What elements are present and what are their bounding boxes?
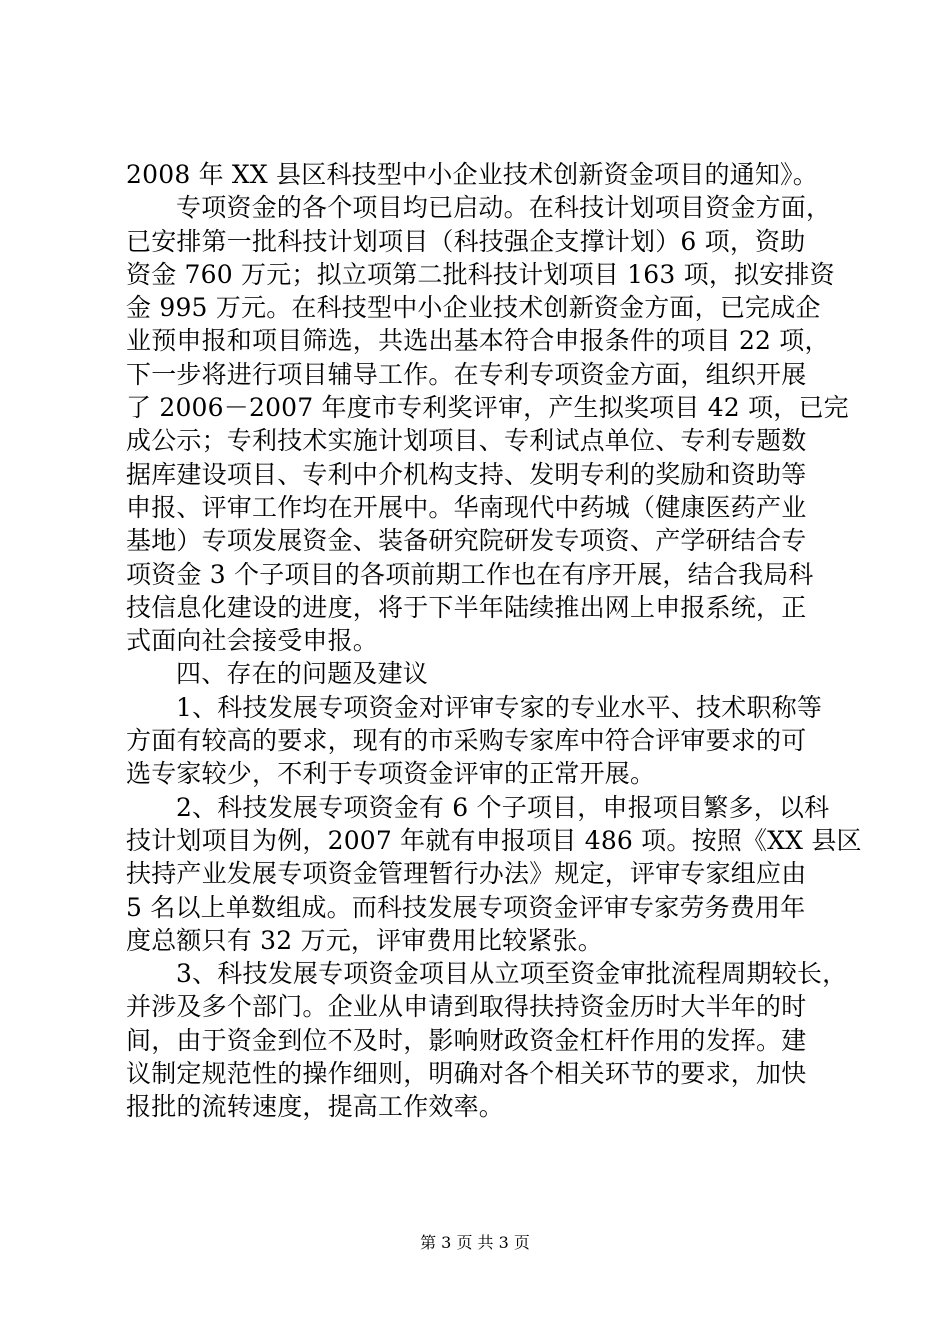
text-line: 成公示；专利技术实施计划项目、专利试点单位、专利专题数: [126, 426, 807, 456]
text-line: 5 名以上单数组成。而科技发展专项资金评审专家劳务费用年: [126, 892, 806, 922]
section-heading: 四、存在的问题及建议: [176, 659, 429, 689]
text-line: 专项资金的各个项目均已启动。在科技计划项目资金方面，: [176, 193, 832, 223]
text-line: 选专家较少，不利于专项资金评审的正常开展。: [126, 759, 656, 789]
text-line: 资金 760 万元；拟立项第二批科技计划项目 163 项，拟安排资: [126, 259, 835, 289]
text-line: 1、科技发展专项资金对评审专家的专业水平、技术职称等: [176, 692, 823, 722]
text-line: 业预申报和项目筛选，共选出基本符合申报条件的项目 22 项，: [126, 326, 830, 356]
text-line: 3、科技发展专项资金项目从立项至资金审批流程周期较长，: [176, 959, 848, 989]
text-line: 并涉及多个部门。企业从申请到取得扶持资金历时大半年的时: [126, 992, 807, 1022]
text-line: 技信息化建设的进度，将于下半年陆续推出网上申报系统，正: [126, 592, 807, 622]
text-line: 申报、评审工作均在开展中。华南现代中药城（健康医药产业: [126, 492, 807, 522]
text-line: 据库建设项目、专利中介机构支持、发明专利的奖励和资助等: [126, 459, 807, 489]
text-line: 度总额只有 32 万元，评审费用比较紧张。: [126, 925, 603, 955]
text-line: 了 2006－2007 年度市专利奖评审，产生拟奖项目 42 项，已完: [126, 393, 849, 423]
text-line: 已安排第一批科技计划项目（科技强企支撑计划）6 项，资助: [126, 226, 806, 256]
text-line: 2、科技发展专项资金有 6 个子项目，申报项目繁多，以科: [176, 792, 830, 822]
text-line: 2008 年 XX 县区科技型中小企业技术创新资金项目的通知》。: [126, 160, 818, 189]
text-line: 技计划项目为例，2007 年就有申报项目 486 项。按照《XX 县区: [126, 825, 862, 855]
document-body: [126, 158, 862, 1124]
text-line: 基地）专项发展资金、装备研究院研发专项资、产学研结合专: [126, 526, 807, 556]
text-line: 金 995 万元。在科技型中小企业技术创新资金方面，已完成企: [126, 293, 821, 323]
text-line: 间，由于资金到位不及时，影响财政资金杠杆作用的发挥。建: [126, 1025, 807, 1055]
text-line: 方面有较高的要求，现有的市采购专家库中符合评审要求的可: [126, 726, 807, 756]
text-line: 式面向社会接受申报。: [126, 626, 379, 656]
text-line: 下一步将进行项目辅导工作。在专利专项资金方面，组织开展: [126, 359, 807, 389]
page-footer: 第 3 页 共 3 页: [420, 1233, 530, 1252]
text-line: 议制定规范性的操作细则，明确对各个相关环节的要求，加快: [126, 1059, 807, 1089]
text-line: 扶持产业发展专项资金管理暂行办法》规定，评审专家组应由: [126, 859, 807, 889]
text-line: 项资金 3 个子项目的各项前期工作也在有序开展，结合我局科: [126, 559, 814, 589]
text-line: 报批的流转速度，提高工作效率。: [126, 1092, 505, 1122]
